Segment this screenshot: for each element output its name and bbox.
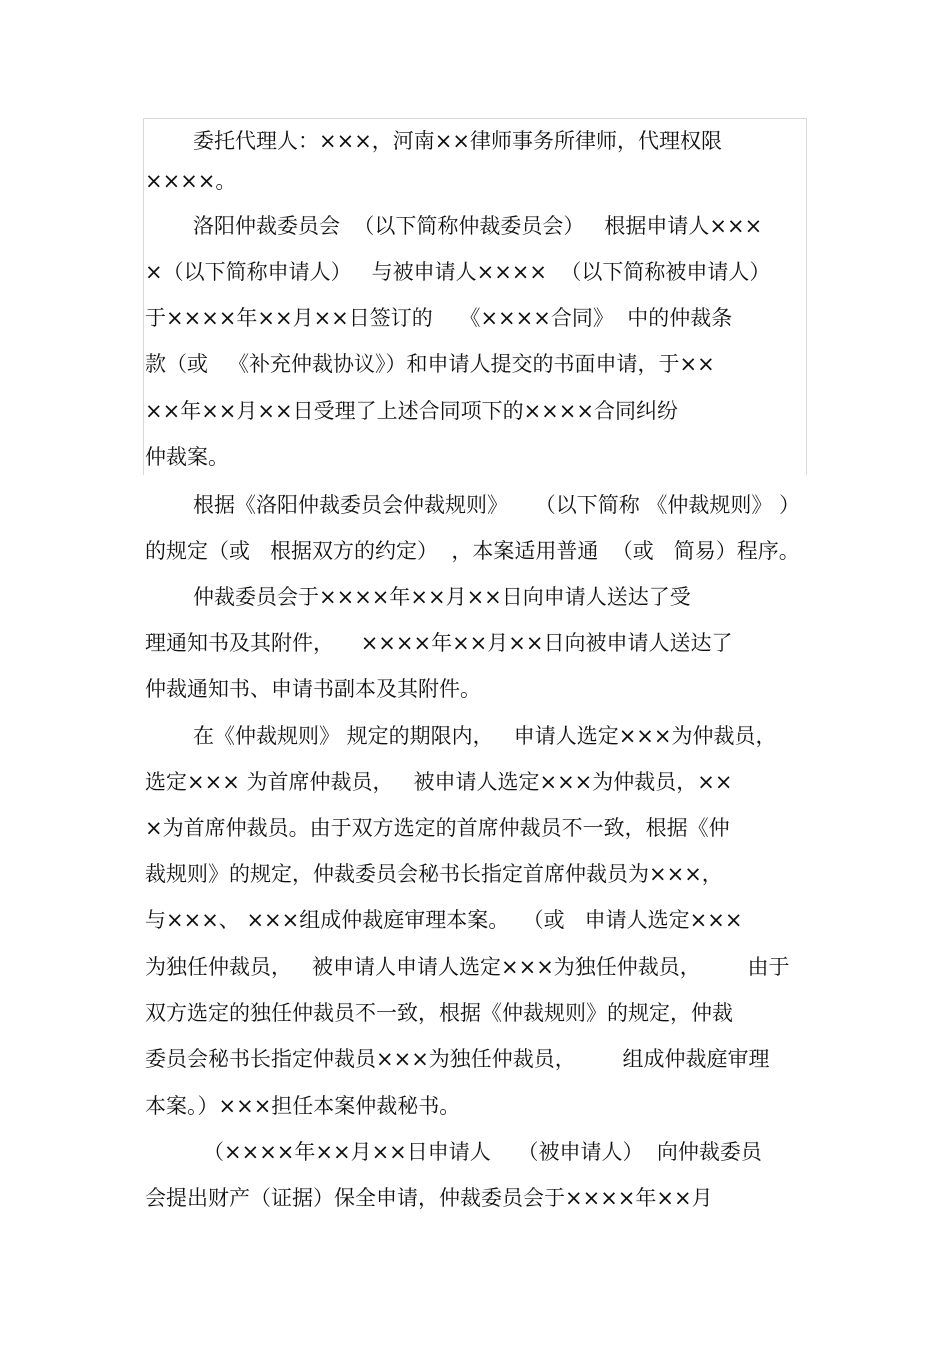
text-line: 委员会秘书长指定仲裁员×××为独任仲裁员， 组成仲裁庭审理 xyxy=(145,1047,770,1071)
text-line: ×（以下简称申请人） 与被申请人×××× （以下简称被申请人） xyxy=(145,260,771,284)
text-line: 款（或 《补充仲裁协议》）和申请人提交的书面申请，于×× xyxy=(145,352,715,376)
text-line: 仲裁通知书、申请书副本及其附件。 xyxy=(145,677,481,701)
text-line: ××××。 xyxy=(145,169,237,193)
text-line: 于××××年××月××日签订的 《××××合同》 中的仲裁条 xyxy=(145,306,733,330)
text-line: 双方选定的独任仲裁员不一致，根据《仲裁规则》的规定，仲裁 xyxy=(145,1001,733,1025)
text-line: 选定××× 为首席仲裁员， 被申请人选定×××为仲裁员，×× xyxy=(145,770,733,794)
text-line: 会提出财产（证据）保全申请，仲裁委员会于××××年××月 xyxy=(145,1186,713,1210)
text-line: （××××年××月××日申请人 （被申请人） 向仲裁委员 xyxy=(203,1140,762,1164)
text-line: 仲裁案。 xyxy=(145,445,229,469)
text-line: 的规定（或 根据双方的约定） ，本案适用普通 （或 简易）程序。 xyxy=(145,539,800,563)
text-line: 根据《洛阳仲裁委员会仲裁规则》 （以下简称 《仲裁规则》 ） xyxy=(193,493,801,517)
text-line: 在《仲裁规则》 规定的期限内， 申请人选定×××为仲裁员， xyxy=(193,724,777,748)
text-line: 与×××、 ×××组成仲裁庭审理本案。 （或 申请人选定××× xyxy=(145,908,743,932)
text-line: 裁规则》的规定，仲裁委员会秘书长指定首席仲裁员为×××， xyxy=(145,862,723,886)
text-line: ××年××月××日受理了上述合同项下的××××合同纠纷 xyxy=(145,399,678,423)
text-line: 洛阳仲裁委员会 （以下简称仲裁委员会） 根据申请人××× xyxy=(193,214,763,238)
text-line: 理通知书及其附件， ××××年××月××日向被申请人送达了 xyxy=(145,631,733,655)
text-line: ×为首席仲裁员。由于双方选定的首席仲裁员不一致，根据《仲 xyxy=(145,816,730,840)
text-line: 仲裁委员会于××××年××月××日向申请人送达了受 xyxy=(193,585,691,609)
text-line: 为独任仲裁员， 被申请人申请人选定×××为独任仲裁员， 由于 xyxy=(145,955,790,979)
text-line: 委托代理人：×××，河南××律师事务所律师，代理权限 xyxy=(193,129,722,153)
text-line: 本案。）×××担任本案仲裁秘书。 xyxy=(145,1094,461,1118)
